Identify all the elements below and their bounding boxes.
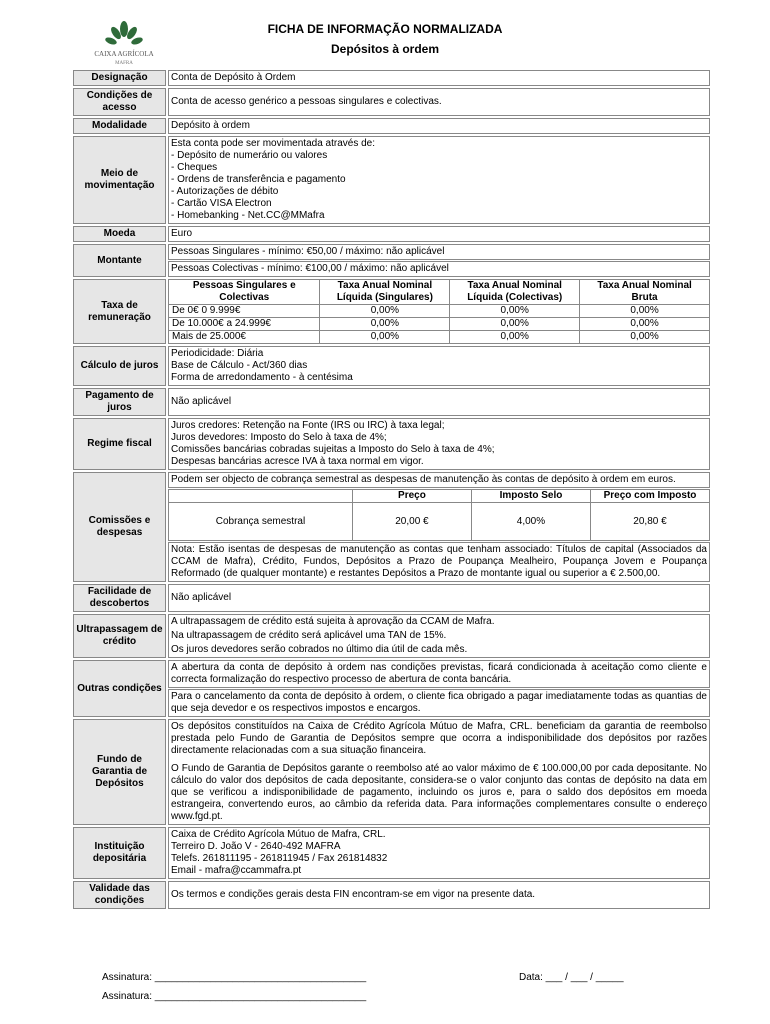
meio-line: - Homebanking - Net.CC@MMafra bbox=[171, 210, 325, 221]
value-modalidade: Depósito à ordem bbox=[168, 118, 710, 134]
value-instituicao bbox=[168, 827, 710, 879]
meio-line: - Ordens de transferência e pagamento bbox=[171, 174, 346, 185]
signature-field[interactable]: Assinatura: ______________________________________ bbox=[102, 972, 367, 983]
instituicao-line: Caixa de Crédito Agrícola Mútuo de Mafra, CRL. bbox=[171, 829, 386, 840]
row-ultrapassagem bbox=[73, 614, 710, 658]
table-cell: 0,00% bbox=[580, 331, 710, 344]
date-field[interactable]: Data: ___ / ___ / _____ bbox=[519, 972, 624, 983]
table-cell: 20,80 € bbox=[590, 503, 709, 541]
table-cell: 0,00% bbox=[320, 318, 450, 331]
table-cell: 0,00% bbox=[450, 331, 580, 344]
label-ultrapassagem: Ultrapassagem de crédito bbox=[73, 614, 166, 658]
table-cell: 20,00 € bbox=[352, 503, 471, 541]
meio-line: - Cartão VISA Electron bbox=[171, 198, 272, 209]
table-row bbox=[169, 318, 710, 331]
instituicao-line: Terreiro D. João V - 2640-492 MAFRA bbox=[171, 841, 341, 852]
comissoes-note: Nota: Estão isentas de despesas de manutenção as contas que tenham associado: Títulos de capital (Associados da CCAM de Mafra), Crédito, Fundos, Depósitos a Prazo de Poupança Mealheiro, Poupança Jovem e Poupança Reformado (de qualquer montante) e restantes Depósitos a Prazo de montante igual ou superior a € 2.500,00. bbox=[168, 542, 710, 582]
logo-text: CAIXA AGRÍCOLA bbox=[94, 50, 154, 58]
table-header-row bbox=[169, 490, 710, 503]
row-facilidade bbox=[73, 584, 710, 612]
outras-paragraph: A abertura da conta de depósito à ordem nas condições previstas, ficará condicionada à aceitação como cliente e correcta formalização do respectivo processo de abertura de conta bancária. bbox=[168, 660, 710, 688]
ultrapassagem-line: Na ultrapassagem de crédito será aplicável uma TAN de 15%. bbox=[171, 630, 447, 641]
calculo-line: Forma de arredondamento - à centésima bbox=[171, 372, 353, 383]
label-facilidade: Facilidade de descobertos bbox=[73, 584, 166, 612]
regime-line: Comissões bancárias cobradas sujeitas a Imposto do Selo à taxa de 4%; bbox=[171, 444, 495, 455]
signature-block bbox=[102, 968, 366, 1006]
meio-line: - Cheques bbox=[171, 162, 218, 173]
table-header-row bbox=[169, 280, 710, 305]
table-cell: 0,00% bbox=[320, 305, 450, 318]
table-cell: 0,00% bbox=[450, 305, 580, 318]
logo-subtext: MAFRA bbox=[115, 61, 133, 66]
row-regime bbox=[73, 418, 710, 470]
row-fundo bbox=[73, 719, 710, 825]
meio-line: - Depósito de numerário ou valores bbox=[171, 150, 328, 161]
fundo-paragraph: O Fundo de Garantia de Depósitos garante o reembolso até ao valor máximo de € 100.000,00 por cada depositante. No cálculo do valor dos depósitos de cada depositante, considera-se o valor conjunto das contas de depósito na data em que se verificou a indisponibilidade de pagamento, incluindo os juros e, para o saldo dos depósitos em moeda estrangeira, convertendo euros, ao câmbio da referida data. Para informações complementares consulte o endereço www.fgd.pt. bbox=[171, 763, 707, 822]
row-outras bbox=[73, 660, 710, 717]
table-header: Taxa Anual Nominal Bruta bbox=[580, 280, 710, 305]
document-title: FICHA DE INFORMAÇÃO NORMALIZADA bbox=[267, 22, 503, 36]
row-modalidade bbox=[73, 118, 710, 134]
value-condicoes: Conta de acesso genérico a pessoas singulares e colectivas. bbox=[168, 88, 710, 116]
table-cell: 0,00% bbox=[580, 318, 710, 331]
table-cell: De 0€ 0 9.999€ bbox=[169, 305, 320, 318]
value-designacao: Conta de Depósito à Ordem bbox=[168, 70, 710, 86]
label-designacao: Designação bbox=[73, 70, 166, 86]
table-header: Preço com Imposto bbox=[590, 490, 709, 503]
value-ultrapassagem bbox=[168, 614, 710, 658]
label-modalidade: Modalidade bbox=[73, 118, 166, 134]
regime-line: Juros devedores: Imposto do Selo à taxa de 4%; bbox=[171, 432, 387, 443]
regime-line: Despesas bancárias acresce IVA à taxa normal em vigor. bbox=[171, 456, 424, 467]
row-pagamento bbox=[73, 388, 710, 416]
label-montante: Montante bbox=[73, 244, 166, 277]
outras-paragraph: Para o cancelamento da conta de depósito à ordem, o cliente fica obrigado a pagar imediatamente todas as quantias de que seja devedor e os respectivos impostos e encargos. bbox=[168, 689, 710, 717]
ultrapassagem-line: Os juros devedores serão cobrados no último dia útil de cada mês. bbox=[171, 644, 468, 655]
row-taxa bbox=[73, 279, 710, 344]
calculo-line: Periodicidade: Diária bbox=[171, 348, 264, 359]
table-cell: 4,00% bbox=[471, 503, 590, 541]
comissoes-table bbox=[168, 489, 710, 541]
table-cell: 0,00% bbox=[450, 318, 580, 331]
meio-line: Esta conta pode ser movimentada através de: bbox=[171, 138, 376, 149]
table-header: Pessoas Singulares e Colectivas bbox=[169, 280, 320, 305]
table-header: Preço bbox=[352, 490, 471, 503]
form-table bbox=[73, 70, 710, 911]
row-designacao bbox=[73, 70, 710, 86]
montante-line: Pessoas Singulares - mínimo: €50,00 / máximo: não aplicável bbox=[168, 244, 710, 260]
label-instituicao: Instituição depositária bbox=[73, 827, 166, 879]
row-montante bbox=[73, 244, 710, 277]
value-validade: Os termos e condições gerais desta FIN encontram-se em vigor na presente data. bbox=[168, 881, 710, 909]
label-regime: Regime fiscal bbox=[73, 418, 166, 470]
table-header bbox=[169, 490, 353, 503]
value-regime bbox=[168, 418, 710, 470]
row-moeda bbox=[73, 226, 710, 242]
label-meio: Meio de movimentação bbox=[73, 136, 166, 224]
table-cell: 0,00% bbox=[320, 331, 450, 344]
table-header: Imposto Selo bbox=[471, 490, 590, 503]
instituicao-line: Email - mafra@ccammafra.pt bbox=[171, 865, 302, 876]
row-condicoes bbox=[73, 88, 710, 116]
label-pagamento: Pagamento de juros bbox=[73, 388, 166, 416]
meio-line: - Autorizações de débito bbox=[171, 186, 279, 197]
table-row bbox=[169, 305, 710, 318]
table-cell: Cobrança semestral bbox=[169, 503, 353, 541]
montante-line: Pessoas Colectivas - mínimo: €100,00 / máximo: não aplicável bbox=[168, 261, 710, 277]
row-meio bbox=[73, 136, 710, 224]
table-row bbox=[169, 503, 710, 541]
label-validade: Validade das condições bbox=[73, 881, 166, 909]
table-header: Taxa Anual Nominal Líquida (Singulares) bbox=[320, 280, 450, 305]
value-pagamento: Não aplicável bbox=[168, 388, 710, 416]
row-calculo bbox=[73, 346, 710, 386]
fundo-paragraph: Os depósitos constituídos na Caixa de Crédito Agrícola Mútuo de Mafra, CRL. beneficiam da garantia de reembolso prestada pelo Fundo de Garantia de Depósitos sempre que ocorra a indisponibilidade dos depósitos por razões directamente relacionadas com a sua situação financeira. bbox=[171, 721, 707, 756]
ultrapassagem-line: A ultrapassagem de crédito está sujeita à aprovação da CCAM de Mafra. bbox=[171, 616, 495, 627]
label-moeda: Moeda bbox=[73, 226, 166, 242]
row-instituicao bbox=[73, 827, 710, 879]
value-facilidade: Não aplicável bbox=[168, 584, 710, 612]
value-fundo bbox=[168, 719, 710, 825]
table-cell: Mais de 25.000€ bbox=[169, 331, 320, 344]
label-outras: Outras condições bbox=[73, 660, 166, 717]
label-taxa: Taxa de remuneração bbox=[73, 279, 166, 344]
document-subtitle: Depósitos à ordem bbox=[330, 42, 440, 56]
label-fundo: Fundo de Garantia de Depósitos bbox=[73, 719, 166, 825]
value-moeda: Euro bbox=[168, 226, 710, 242]
row-comissoes bbox=[73, 472, 710, 582]
taxa-table bbox=[168, 279, 710, 344]
signature-field[interactable]: Assinatura: ______________________________________ bbox=[102, 991, 367, 1002]
instituicao-line: Telefs. 261811195 - 261811945 / Fax 261814832 bbox=[171, 853, 388, 864]
table-header: Taxa Anual Nominal Líquida (Colectivas) bbox=[450, 280, 580, 305]
table-cell: De 10.000€ a 24.999€ bbox=[169, 318, 320, 331]
table-row bbox=[169, 331, 710, 344]
value-meio bbox=[168, 136, 710, 224]
comissoes-intro: Podem ser objecto de cobrança semestral as despesas de manutenção às contas de depósito à ordem em euros. bbox=[168, 472, 710, 488]
value-calculo bbox=[168, 346, 710, 386]
label-calculo: Cálculo de juros bbox=[73, 346, 166, 386]
label-comissoes: Comissões e despesas bbox=[73, 472, 166, 582]
calculo-line: Base de Cálculo - Act/360 dias bbox=[171, 360, 308, 371]
table-cell: 0,00% bbox=[580, 305, 710, 318]
regime-line: Juros credores: Retenção na Fonte (IRS ou IRC) à taxa legal; bbox=[171, 420, 445, 431]
label-condicoes: Condições de acesso bbox=[73, 88, 166, 116]
row-validade bbox=[73, 881, 710, 909]
